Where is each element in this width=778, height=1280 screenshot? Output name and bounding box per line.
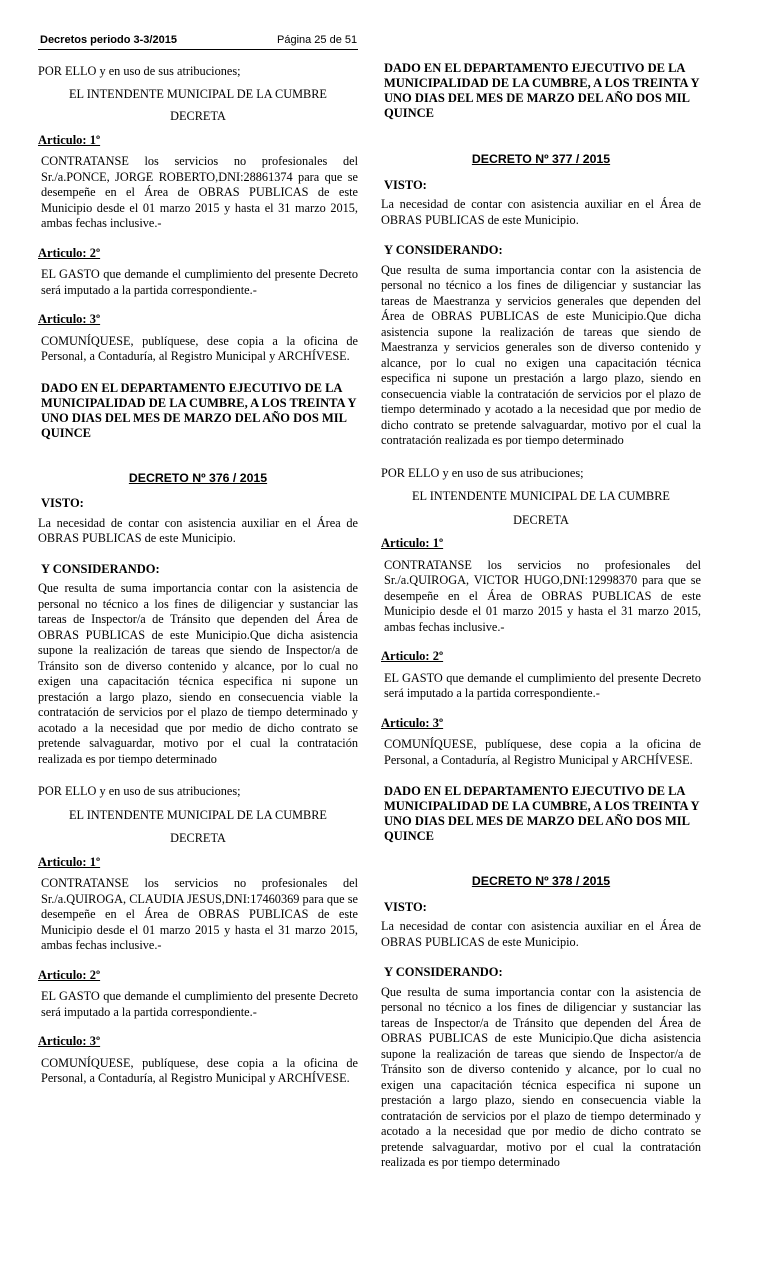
dado-block: DADO EN EL DEPARTAMENTO EJECUTIVO DE LA MUNICIPALIDAD DE LA CUMBRE, A LOS TREINTA Y UNO DIAS DEL MES DE MARZO DEL AÑO DOS MIL QUINCE (384, 784, 700, 843)
considerando-label: Y CONSIDERANDO: (384, 965, 503, 979)
considerando-label: Y CONSIDERANDO: (384, 243, 503, 257)
article-3-label: Articulo: 3º (38, 1034, 101, 1048)
intendente-text: EL INTENDENTE MUNICIPAL DE LA CUMBRE (69, 807, 327, 822)
article-3-text: COMUNÍQUESE, publíquese, dese copia a la oficina de Personal, a Contaduría, al Registro Municipal y ARCHÍVESE. (384, 737, 701, 767)
decreta-text: DECRETA (513, 512, 569, 527)
considerando-text: Que resulta de suma importancia contar con la asistencia de personal no técnico a los fines de diligenciar y sustanciar las tareas de Maestranza y servicios generales que dependen del Área de OBRAS PUBLICAS de este Municipio.Que dicha asistencia supone la realización de tareas que siendo de Maestranza y servicios generales son de diverso contenido y alcance, por lo cual no exigen una capacitación técnica especifica ni supone un prestación a largo plazo, siendo en consecuencia viable la contratación de servicios por el plazo de tiempo determinado y acotado a la necesidad que por medio de dicho contrato se pretende salvaguardar, motivo por el cual la contratación realizada es por tiempo determinado (381, 262, 701, 447)
por-ello-text: POR ELLO y en uso de sus atribuciones; (381, 465, 584, 480)
visto-text: La necesidad de contar con asistencia auxiliar en el Área de OBRAS PUBLICAS de este Municipio. (38, 515, 358, 545)
article-2-text: EL GASTO que demande el cumplimiento del presente Decreto será imputado a la partida correspondiente.- (384, 670, 701, 700)
visto-label: VISTO: (384, 177, 427, 192)
running-header-title: Decretos periodo 3-3/2015 (40, 34, 177, 46)
article-1-label: Articulo: 1º (381, 536, 444, 550)
right-column (381, 61, 701, 1171)
considerando-text: Que resulta de suma importancia contar con la asistencia de personal no técnico a los fines de diligenciar y sustanciar las tareas de Inspector/a de Tránsito que dependen del Área de OBRAS PUBLICAS de este Municipio.Que dicha asistencia supone la realización de tareas que siendo de Inspector/a de Tránsito son de diverso contenido y alcance, por lo cual no exigen una capacitación técnica especifica ni supone un prestación a largo plazo, siendo en consecuencia viable la contratación de servicios por el plazo de tiempo determinado y acotado a la necesidad que por medio de dicho contrato se pretende salvaguardar, motivo por el cual la contratación realizada es por tiempo determinado (38, 581, 358, 766)
article-1-text: CONTRATANSE los servicios no profesionales del Sr./a.PONCE, JORGE ROBERTO,DNI:28861374 para que se desempeñe en el Área de OBRAS PUBLICAS de este Municipio desde el 01 marzo 2015 y hasta el 31 marzo 2015, ambas fechas inclusive.- (41, 154, 358, 230)
left-column (38, 58, 358, 1087)
article-2-label: Articulo: 2º (38, 967, 101, 982)
header-rule (38, 49, 358, 50)
visto-label: VISTO: (384, 899, 427, 914)
decree-378-title: DECRETO Nº 378 / 2015 (471, 874, 611, 888)
dado-block: DADO EN EL DEPARTAMENTO EJECUTIVO DE LA MUNICIPALIDAD DE LA CUMBRE, A LOS TREINTA Y UNO DIAS DEL MES DE MARZO DEL AÑO DOS MIL QUINCE (41, 380, 357, 440)
decreta-text: DECRETA (170, 109, 226, 123)
article-3-text: COMUNÍQUESE, publíquese, dese copia a la oficina de Personal, a Contaduría, al Registro Municipal y ARCHÍVESE. (41, 333, 358, 363)
article-1-label: Articulo: 1º (38, 854, 101, 869)
article-2-label: Articulo: 2º (38, 245, 101, 260)
article-1-text: CONTRATANSE los servicios no profesionales del Sr./a.QUIROGA, CLAUDIA JESUS,DNI:17460369 para que se desempeñe en el Área de OBRAS PUBLICAS de este Municipio desde el 01 marzo 2015 y hasta el 31 marzo 2015, ambas fechas inclusive.- (41, 876, 358, 952)
article-3-label: Articulo: 3º (381, 715, 444, 730)
dado-block: DADO EN EL DEPARTAMENTO EJECUTIVO DE LA MUNICIPALIDAD DE LA CUMBRE, A LOS TREINTA Y UNO DIAS DEL MES DE MARZO DEL AÑO DOS MIL QUINCE (384, 61, 700, 120)
intendente-text: EL INTENDENTE MUNICIPAL DE LA CUMBRE (412, 489, 670, 503)
decreta-text: DECRETA (170, 831, 226, 845)
article-1-text: CONTRATANSE los servicios no profesionales del Sr./a.QUIROGA, VICTOR HUGO,DNI:12998370 para que se desempeñe en el Área de OBRAS PUBLICAS de este Municipio desde el 01 marzo 2015 y hasta el 31 marzo 2015, ambas fechas inclusive.- (384, 557, 701, 634)
article-2-label: Articulo: 2º (381, 649, 444, 663)
por-ello-text: POR ELLO y en uso de sus atribuciones; (38, 784, 241, 798)
page-number: Página 25 de 51 (277, 34, 358, 46)
por-ello-text: POR ELLO y en uso de sus atribuciones; (38, 64, 241, 78)
visto-label: VISTO: (41, 496, 84, 510)
article-3-text: COMUNÍQUESE, publíquese, dese copia a la oficina de Personal, a Contaduría, al Registro Municipal y ARCHÍVESE. (41, 1055, 358, 1085)
article-2-text: EL GASTO que demande el cumplimiento del presente Decreto será imputado a la partida correspondiente.- (41, 267, 358, 297)
article-3-label: Articulo: 3º (38, 312, 101, 326)
decree-377-title: DECRETO Nº 377 / 2015 (471, 152, 611, 166)
considerando-label: Y CONSIDERANDO: (41, 561, 160, 576)
considerando-text: Que resulta de suma importancia contar con la asistencia de personal no técnico a los fines de diligenciar y sustanciar las tareas de Inspector/a de Tránsito que dependen del Área de OBRAS PUBLICAS de este Municipio.Que dicha asistencia supone la realización de tareas que siendo de Inspector/a de Tránsito son de diverso contenido y alcance, por lo cual no exigen una capacitación técnica especifica ni supone un prestación a largo plazo, siendo en consecuencia viable la contratación de servicios por el plazo de tiempo determinado y acotado a la necesidad que por medio de dicho contrato se pretende salvaguardar, motivo por el cual la contratación realizada es por tiempo determinado (381, 984, 701, 1169)
article-1-label: Articulo: 1º (38, 132, 101, 147)
visto-text: La necesidad de contar con asistencia auxiliar en el Área de OBRAS PUBLICAS de este Municipio. (381, 197, 701, 227)
decree-376-title: DECRETO Nº 376 / 2015 (128, 470, 268, 485)
visto-text: La necesidad de contar con asistencia auxiliar en el Área de OBRAS PUBLICAS de este Municipio. (381, 919, 701, 949)
article-2-text: EL GASTO que demande el cumplimiento del presente Decreto será imputado a la partida correspondiente.- (41, 989, 358, 1019)
intendente-text: EL INTENDENTE MUNICIPAL DE LA CUMBRE (69, 86, 327, 101)
